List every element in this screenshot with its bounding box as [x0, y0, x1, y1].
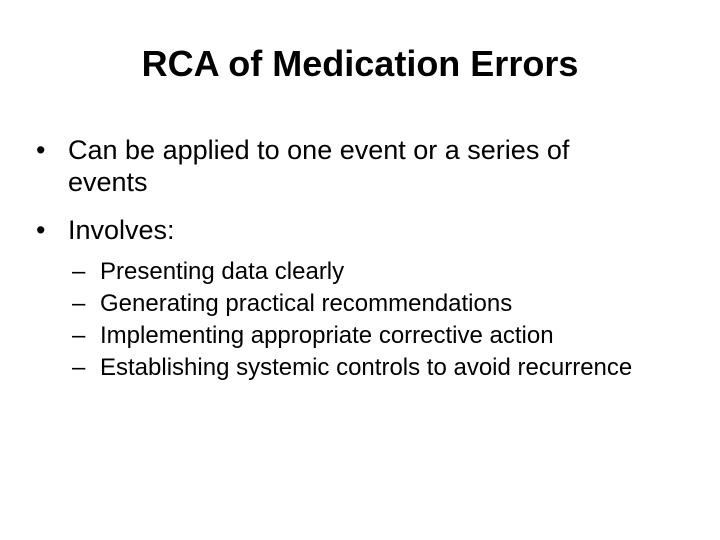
sub-bullet-list [36, 256, 656, 384]
sub-bullet-text: Implementing appropriate corrective action [100, 322, 554, 349]
bullet-text: Can be applied to one event or a series of events [68, 135, 570, 197]
bullet-item [36, 214, 656, 246]
sub-bullet-item [36, 320, 656, 352]
dash-marker: – [72, 322, 86, 349]
slide-title: RCA of Medication Errors [141, 43, 579, 84]
dash-marker: – [72, 290, 86, 317]
bullet-marker: • [36, 215, 46, 245]
bullet-text: Involves: [68, 215, 175, 245]
bullet-marker: • [36, 135, 46, 165]
sub-bullet-item [36, 256, 656, 288]
sub-bullet-item [36, 288, 656, 320]
slide-content [36, 134, 656, 384]
dash-marker: – [72, 354, 86, 381]
sub-bullet-text: Presenting data clearly [100, 258, 345, 285]
sub-bullet-item [36, 352, 656, 384]
sub-bullet-text: Generating practical recommendations [100, 290, 513, 317]
bullet-item [36, 134, 656, 198]
dash-marker: – [72, 258, 86, 285]
sub-bullet-text: Establishing systemic controls to avoid recurrence [100, 354, 633, 381]
